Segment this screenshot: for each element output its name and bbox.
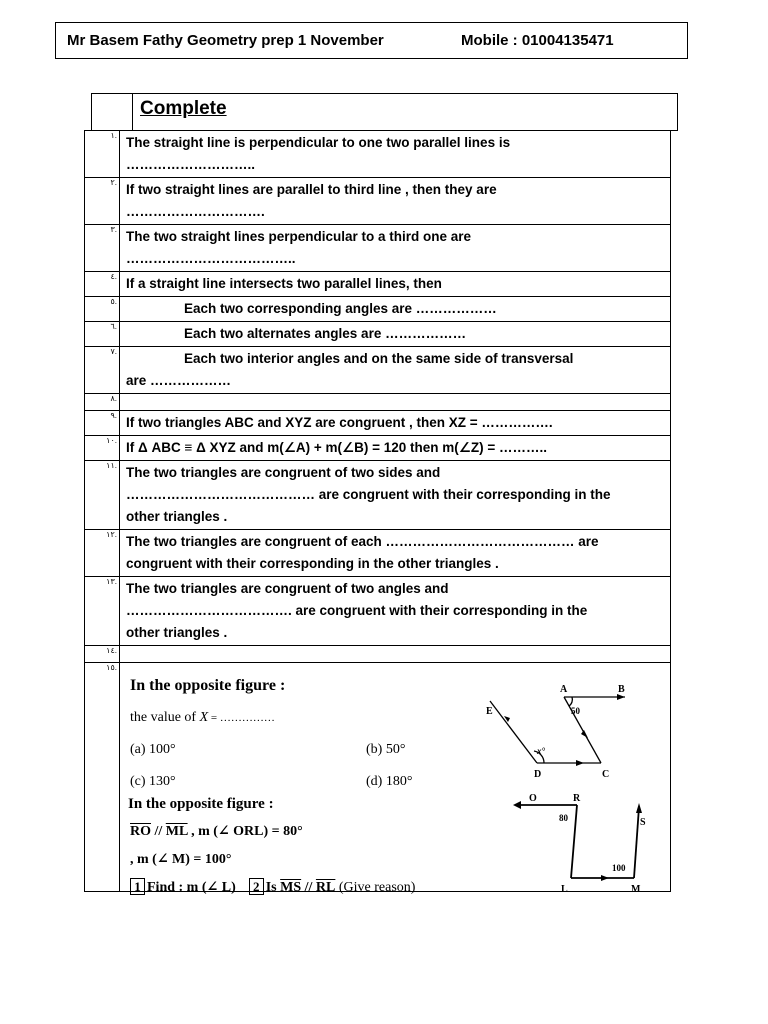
question-row — [85, 347, 671, 394]
question-line: If two triangles ABC and XYZ are congruent , then XZ = ……………. — [126, 415, 553, 430]
q2-heading: In the opposite figure : — [128, 796, 274, 812]
question-line: Each two corresponding angles are ……………… — [184, 301, 497, 316]
question-line: …………………………………… are congruent with their corresponding in the — [126, 487, 611, 502]
row-number: ٢. — [85, 178, 120, 225]
question-line: ……………………….. — [126, 157, 256, 172]
q2-figure — [505, 791, 645, 895]
question-line: congruent with their corresponding in the other triangles . — [126, 556, 499, 571]
question-line: The straight line is perpendicular to one two parallel lines is — [126, 135, 511, 150]
row-number: ٩. — [85, 411, 120, 436]
q2-tasks — [130, 877, 415, 899]
q2-label-o: O — [529, 793, 537, 804]
header-mobile: Mobile : 01004135471 — [461, 32, 614, 49]
row-number: ٧. — [85, 347, 120, 394]
q1-prompt-suffix: = …………… — [208, 712, 275, 724]
row-number: ١٤. — [85, 646, 120, 663]
q1-variable: X — [199, 710, 209, 725]
q1-label-b: B — [618, 684, 625, 695]
q2-line1 — [130, 821, 303, 843]
question-text — [120, 646, 671, 663]
q1-prompt — [130, 707, 275, 729]
q2-task2-number: 2 — [249, 878, 264, 895]
figure-row — [85, 663, 671, 892]
question-line: other triangles . — [126, 509, 228, 524]
question-line: The two triangles are congruent of each …………………………………… are — [126, 534, 599, 549]
q2-task1: Find : m (∠ L) — [147, 880, 236, 895]
q2-label-l: L — [561, 884, 568, 895]
q1-label-c: C — [602, 769, 610, 780]
row-number: ١٠. — [85, 436, 120, 461]
q1-heading: In the opposite figure : — [130, 677, 286, 694]
q1-option-b: (b) 50° — [366, 742, 406, 757]
q2-seg-ml: $\overline{ML}$ — [165, 824, 188, 839]
header-title: Mr Basem Fathy Geometry prep 1 November — [67, 32, 384, 49]
question-text — [120, 577, 671, 646]
question-line: The two triangles are congruent of two sides and — [126, 465, 441, 480]
q2-seg-ro: $\overline{RO}$ — [130, 824, 151, 839]
q2-line2: , m (∠ M) = 100° — [130, 852, 232, 867]
q2-seg-rl: $\overline{RL}$ — [315, 880, 336, 895]
header-box — [55, 22, 688, 59]
row-number: ١٣. — [85, 577, 120, 646]
q2-seg-ms: $\overline{MS}$ — [280, 880, 302, 895]
q1-option-c: (c) 130° — [130, 774, 176, 789]
question-line: Each two alternates angles are ……………… — [184, 326, 467, 341]
q1-label-a: A — [560, 684, 568, 695]
question-text — [120, 178, 671, 225]
question-row — [85, 646, 671, 663]
question-text — [120, 272, 671, 297]
row-number: ٨. — [85, 394, 120, 411]
question-text — [120, 530, 671, 577]
q1-label-angle-50: 50 — [571, 706, 580, 716]
q2-task1-number: 1 — [130, 878, 145, 895]
q1-prompt-prefix: the value of — [130, 710, 200, 725]
question-row — [85, 297, 671, 322]
question-row — [85, 272, 671, 297]
q1-line-de — [490, 701, 537, 763]
question-text — [120, 394, 671, 411]
row-number: ١. — [85, 131, 120, 178]
question-row — [85, 411, 671, 436]
section-title: Complete — [140, 98, 227, 119]
question-text — [120, 347, 671, 394]
arrow-icon — [513, 801, 521, 809]
q2-label-s: S — [640, 817, 646, 828]
q2-label-r: R — [573, 793, 581, 804]
question-text — [120, 436, 671, 461]
row-number: ١٢. — [85, 530, 120, 577]
question-row — [85, 131, 671, 178]
question-line: are ……………… — [126, 373, 232, 388]
question-row — [85, 461, 671, 530]
arrow-icon — [636, 803, 642, 813]
q2-angle-orl: , m (∠ ORL) = 80° — [187, 824, 303, 839]
arrow-icon — [576, 760, 584, 766]
q2-label-m: M — [631, 884, 641, 895]
question-table — [84, 130, 671, 895]
question-text — [120, 131, 671, 178]
q2-label-angle-100: 100 — [612, 863, 626, 873]
question-line: The two triangles are congruent of two angles and — [126, 581, 449, 596]
q1-label-d: D — [534, 769, 542, 780]
row-number: ٤. — [85, 272, 120, 297]
title-divider — [132, 94, 133, 130]
section-title-row — [91, 93, 678, 131]
question-row — [85, 225, 671, 272]
q1-angle-arc-50 — [569, 697, 572, 706]
q2-line-ms — [634, 807, 639, 878]
question-line: ………………………………. are congruent with their corresponding in the — [126, 603, 588, 618]
q2-task2-suffix: (Give reason) — [335, 880, 416, 895]
q2-parallel-sign: // — [151, 824, 166, 839]
arrow-icon — [581, 730, 588, 738]
question-row — [85, 394, 671, 411]
question-line: ……………………………….. — [126, 251, 296, 266]
question-row — [85, 530, 671, 577]
q2-line-rl — [571, 805, 577, 878]
question-row — [85, 322, 671, 347]
question-text — [120, 297, 671, 322]
q1-line-ac — [564, 697, 601, 763]
row-number: ٦. — [85, 322, 120, 347]
question-line: If a straight line intersects two parallel lines, then — [126, 276, 442, 291]
question-row — [85, 436, 671, 461]
question-line: If two straight lines are parallel to third line , then they are — [126, 182, 497, 197]
q1-label-angle-x: x° — [537, 746, 546, 756]
question-line: The two straight lines perpendicular to a third one are — [126, 229, 472, 244]
row-number: ١٥. — [85, 663, 120, 892]
question-table-body — [85, 131, 671, 663]
q2-label-angle-80: 80 — [559, 813, 568, 823]
figure-cell — [120, 663, 671, 895]
q1-option-a: (a) 100° — [130, 742, 176, 757]
q1-figure — [480, 681, 660, 791]
question-row — [85, 577, 671, 646]
row-number: ٣. — [85, 225, 120, 272]
question-line: If Δ ABC ≡ Δ XYZ and m(∠A) + m(∠B) = 120 then m(∠Z) = ……….. — [126, 440, 548, 455]
arrow-icon — [601, 875, 609, 881]
question-row — [85, 178, 671, 225]
q2-task2-sep: // — [301, 880, 316, 895]
question-text — [120, 225, 671, 272]
q1-option-d: (d) 180° — [366, 774, 413, 789]
question-text — [120, 322, 671, 347]
question-text — [120, 411, 671, 436]
question-text — [120, 461, 671, 530]
row-number: ٥. — [85, 297, 120, 322]
question-line: …………………………. — [126, 204, 265, 219]
q2-task2-prefix: Is — [265, 880, 281, 895]
row-number: ١١. — [85, 461, 120, 530]
q1-label-e: E — [486, 706, 493, 717]
question-line: Each two interior angles and on the same side of transversal — [184, 351, 574, 366]
question-line: other triangles . — [126, 625, 228, 640]
